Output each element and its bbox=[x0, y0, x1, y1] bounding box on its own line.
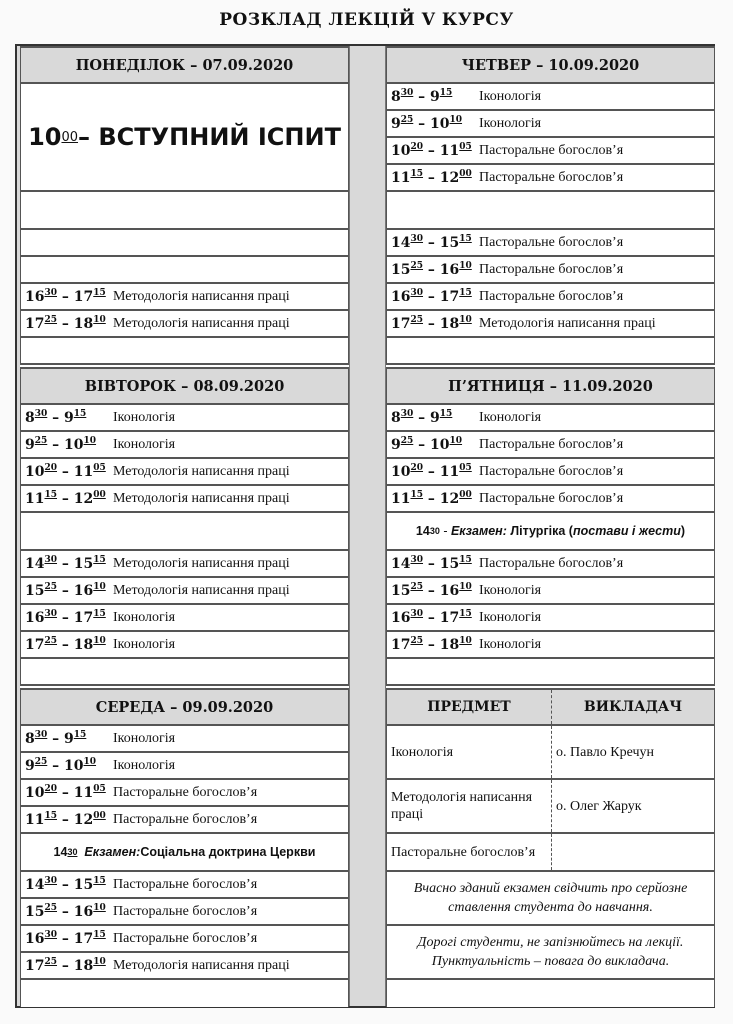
lesson-subject: Методологія написання праці bbox=[113, 555, 290, 571]
day-header: П’ЯТНИЦЯ – 11.09.2020 bbox=[387, 367, 714, 405]
day-header: ВІВТОРОК – 08.09.2020 bbox=[21, 367, 348, 405]
empty-row bbox=[387, 980, 714, 1007]
right-column bbox=[386, 46, 715, 1006]
lesson-subject: Методологія написання праці bbox=[113, 490, 290, 506]
table-row bbox=[387, 834, 714, 872]
lesson-row: $10^{20} - 11^{05}$ Методологія написання праці bbox=[21, 459, 348, 486]
day-thursday bbox=[386, 46, 715, 365]
lesson-subject: Методологія написання праці bbox=[113, 315, 290, 331]
lesson-row: $8^{30} - 9^{15}$ Іконологія bbox=[21, 726, 348, 753]
column-gutter bbox=[349, 46, 386, 1006]
exam-label: Екзамен: bbox=[450, 524, 507, 538]
lesson-row: $15^{25} - 16^{10}$ Методологія написання праці bbox=[21, 578, 348, 605]
lesson-subject: Іконологія bbox=[113, 636, 176, 652]
lesson-subject: Методологія написання праці bbox=[113, 582, 290, 598]
table-header bbox=[387, 688, 714, 726]
day-header: ПОНЕДІЛОК – 07.09.2020 bbox=[21, 46, 348, 84]
lesson-subject: Пасторальне богослов’я bbox=[479, 169, 624, 185]
day-friday bbox=[386, 367, 715, 686]
day-header: СЕРЕДА – 09.09.2020 bbox=[21, 688, 348, 726]
subject-cell: Методологія написання праці bbox=[387, 780, 552, 832]
lesson-row: $16^{30} - 17^{15}$ Іконологія bbox=[21, 605, 348, 632]
empty-row bbox=[21, 338, 348, 365]
exam-subject: Літургіка ( bbox=[506, 524, 573, 538]
lesson-subject: Пасторальне богослов’я bbox=[113, 784, 258, 800]
empty-row bbox=[21, 980, 348, 1007]
lesson-row: $17^{25} - 18^{10}$ Іконологія bbox=[387, 632, 714, 659]
lesson-row: $9^{25} - 10^{10}$ Іконологія bbox=[21, 753, 348, 780]
day-wednesday bbox=[20, 688, 349, 1007]
lesson-subject: Методологія написання праці bbox=[479, 315, 656, 331]
lesson-row: $17^{25} - 18^{10}$ Іконологія bbox=[21, 632, 348, 659]
lesson-time: $16^{30} - 17^{15}$ bbox=[25, 288, 106, 305]
lesson-row: $10^{20} - 11^{05}$ Пасторальне богослов’я bbox=[387, 138, 714, 165]
lesson-subject: Іконологія bbox=[479, 88, 542, 104]
lesson-subject: Іконологія bbox=[113, 730, 176, 746]
lesson-subject: Пасторальне богослов’я bbox=[113, 811, 258, 827]
lesson-row: $11^{15} - 12^{00}$ Пасторальне богослов’я bbox=[21, 807, 348, 834]
note-exam: Вчасно зданий екзамен свідчить про серйозне ставлення студента до навчання. bbox=[387, 872, 714, 926]
day-header: ЧЕТВЕР – 10.09.2020 bbox=[387, 46, 714, 84]
lesson-subject: Методологія написання праці bbox=[113, 463, 290, 479]
lesson-row: $17^{25} - 18^{10}$ Методологія написання праці bbox=[387, 311, 714, 338]
lesson-row: $14^{30} - 15^{15}$ Методологія написання праці bbox=[21, 551, 348, 578]
lesson-subject: Іконологія bbox=[113, 757, 176, 773]
day-monday bbox=[20, 46, 349, 365]
lesson-row: $10^{20} - 11^{05}$ Пасторальне богослов’я bbox=[387, 459, 714, 486]
teachers-table bbox=[386, 688, 715, 1007]
lesson-subject: Пасторальне богослов’я bbox=[479, 261, 624, 277]
lesson-subject: Пасторальне богослов’я bbox=[113, 876, 258, 892]
lesson-subject: Іконологія bbox=[479, 636, 542, 652]
schedule-frame bbox=[15, 44, 715, 1008]
empty-row bbox=[387, 338, 714, 365]
lesson-subject: Пасторальне богослов’я bbox=[113, 903, 258, 919]
lesson-row: $14^{30} - 15^{15}$ Пасторальне богослов’я bbox=[387, 551, 714, 578]
lesson-row: $15^{25} - 16^{10}$ Пасторальне богослов’я bbox=[387, 257, 714, 284]
column-header-teacher: ВИКЛАДАЧ bbox=[583, 699, 683, 715]
lesson-subject: Пасторальне богослов’я bbox=[479, 288, 624, 304]
exam-label: Екзамен: bbox=[84, 845, 141, 859]
column-header-subject: ПРЕДМЕТ bbox=[387, 690, 552, 724]
exam-row: 14 30 - Екзамен: Літургіка ( постави і жести ) bbox=[387, 513, 714, 551]
lesson-row: $16^{30} - 17^{15}$ Іконологія bbox=[387, 605, 714, 632]
empty-row bbox=[21, 192, 348, 230]
teacher-cell: о. Павло Кречун bbox=[556, 744, 654, 760]
teacher-cell bbox=[552, 834, 714, 870]
lesson-subject: Пасторальне богослов’я bbox=[479, 555, 624, 571]
teacher-cell: о. Олег Жарук bbox=[556, 798, 642, 814]
lesson-row: $11^{15} - 12^{00}$ Пасторальне богослов’я bbox=[387, 165, 714, 192]
empty-row bbox=[387, 192, 714, 230]
lesson-time: $17^{25} - 18^{10}$ bbox=[25, 315, 106, 332]
lesson-subject: Пасторальне богослов’я bbox=[479, 490, 624, 506]
lesson-row: $9^{25} - 10^{10}$ Іконологія bbox=[21, 432, 348, 459]
lesson-subject: Методологія написання праці bbox=[113, 288, 290, 304]
left-column bbox=[20, 46, 349, 1006]
lesson-row bbox=[21, 311, 348, 338]
lesson-subject: Іконологія bbox=[479, 115, 542, 131]
note-punctuality: Дорогі студенти, не запізнюйтесь на лекції. Пунктуальність – повага до викладача. bbox=[387, 926, 714, 980]
table-row bbox=[387, 726, 714, 780]
lesson-subject: Іконологія bbox=[113, 436, 176, 452]
empty-row bbox=[387, 659, 714, 686]
lesson-row: $14^{30} - 15^{15}$ Пасторальне богослов’я bbox=[21, 872, 348, 899]
page-title: РОЗКЛАД ЛЕКЦІЙ V КУРСУ bbox=[219, 10, 514, 30]
lesson-row: $9^{25} - 10^{10}$ Іконологія bbox=[387, 111, 714, 138]
subject-cell: Іконологія bbox=[387, 726, 552, 778]
lesson-subject: Пасторальне богослов’я bbox=[479, 142, 624, 158]
lesson-subject: Методологія написання праці bbox=[113, 957, 290, 973]
lesson-row: $16^{30} - 17^{15}$ Пасторальне богослов’я bbox=[21, 926, 348, 953]
lesson-row: $8^{30} - 9^{15}$ Іконологія bbox=[21, 405, 348, 432]
subject-cell: Пасторальне богослов’я bbox=[387, 834, 552, 870]
lesson-row: $11^{15} - 12^{00}$ Пасторальне богослов’я bbox=[387, 486, 714, 513]
lesson-row: $16^{30} - 17^{15}$ Пасторальне богослов’я bbox=[387, 284, 714, 311]
entrance-exam: 10 00 – ВСТУПНИЙ ІСПИТ bbox=[21, 84, 348, 192]
lesson-row: $8^{30} - 9^{15}$ Іконологія bbox=[387, 405, 714, 432]
lesson-row: $17^{25} - 18^{10}$ Методологія написання праці bbox=[21, 953, 348, 980]
empty-row bbox=[21, 513, 348, 551]
lesson-subject: Іконологія bbox=[479, 409, 542, 425]
lesson-subject: Пасторальне богослов’я bbox=[113, 930, 258, 946]
lesson-subject: Іконологія bbox=[479, 609, 542, 625]
lesson-subject: Іконологія bbox=[479, 582, 542, 598]
lesson-row: $15^{25} - 16^{10}$ Іконологія bbox=[387, 578, 714, 605]
lesson-subject: Пасторальне богослов’я bbox=[479, 234, 624, 250]
lesson-row: $14^{30} - 15^{15}$ Пасторальне богослов’я bbox=[387, 230, 714, 257]
empty-row bbox=[21, 257, 348, 284]
exam-row: 14 30 Екзамен: Соціальна доктрина Церкви bbox=[21, 834, 348, 872]
empty-row bbox=[21, 659, 348, 686]
lesson-row: $9^{25} - 10^{10}$ Пасторальне богослов’я bbox=[387, 432, 714, 459]
lesson-subject: Пасторальне богослов’я bbox=[479, 463, 624, 479]
lesson-subject: Іконологія bbox=[113, 609, 176, 625]
lesson-row: $15^{25} - 16^{10}$ Пасторальне богослов’я bbox=[21, 899, 348, 926]
lesson-subject: Пасторальне богослов’я bbox=[479, 436, 624, 452]
lesson-row: $8^{30} - 9^{15}$ Іконологія bbox=[387, 84, 714, 111]
day-tuesday bbox=[20, 367, 349, 686]
exam-subject: Соціальна доктрина Церкви bbox=[140, 845, 316, 859]
empty-row bbox=[21, 230, 348, 257]
lesson-row bbox=[21, 284, 348, 311]
lesson-row: $11^{15} - 12^{00}$ Методологія написання праці bbox=[21, 486, 348, 513]
lesson-subject: Іконологія bbox=[113, 409, 176, 425]
table-row bbox=[387, 780, 714, 834]
lesson-row: $10^{20} - 11^{05}$ Пасторальне богослов’я bbox=[21, 780, 348, 807]
